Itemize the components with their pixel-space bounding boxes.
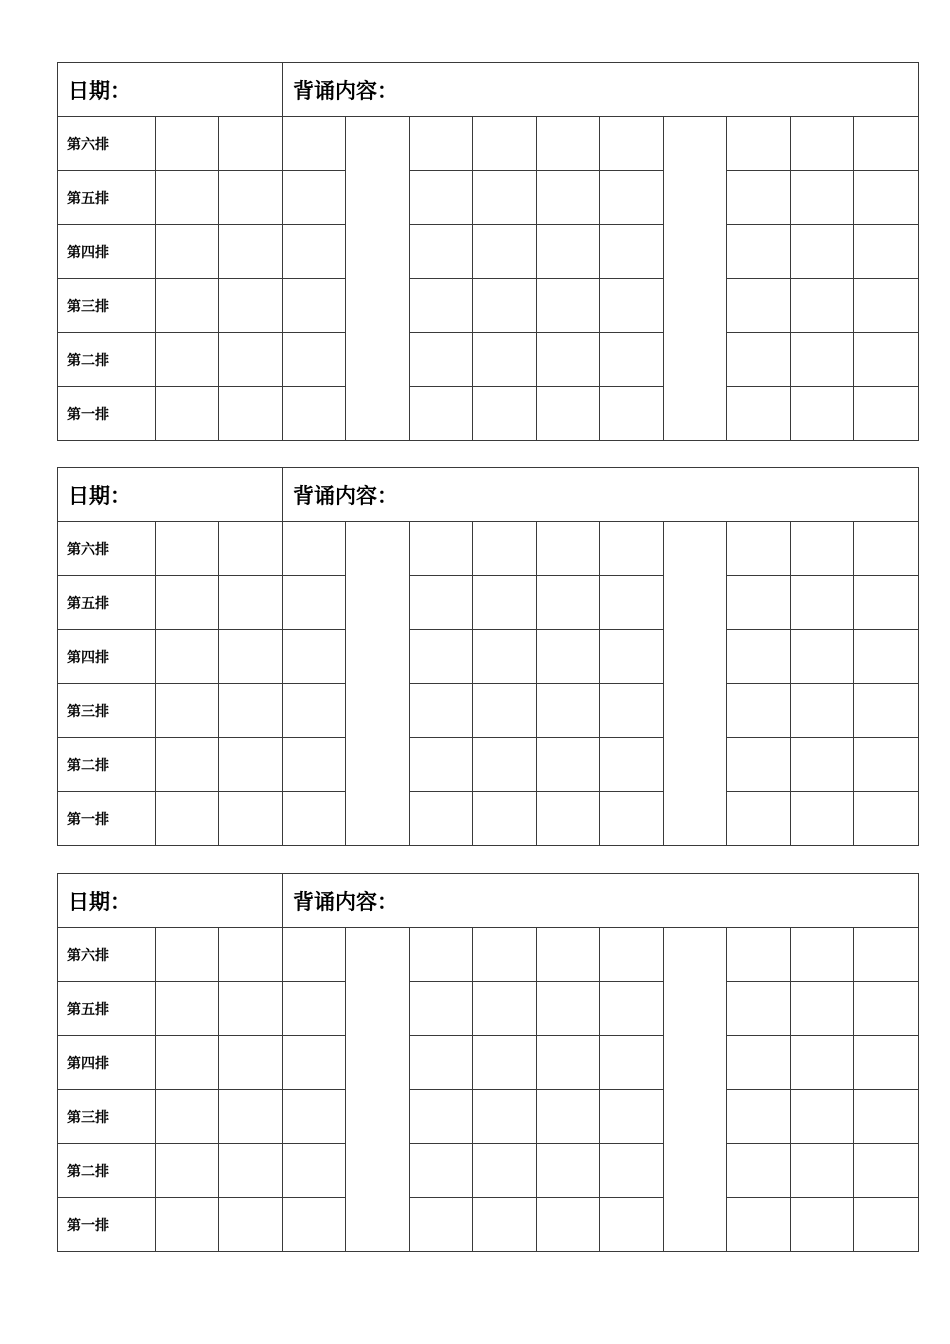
writing-cell bbox=[600, 1144, 664, 1198]
writing-cell bbox=[219, 1144, 283, 1198]
writing-cell bbox=[727, 738, 791, 792]
writing-cell bbox=[473, 225, 537, 279]
writing-cell bbox=[791, 279, 854, 333]
writing-cell bbox=[156, 792, 219, 846]
writing-cell bbox=[791, 982, 854, 1036]
writing-cell bbox=[854, 576, 919, 630]
writing-cell bbox=[600, 333, 664, 387]
writing-cell bbox=[537, 279, 600, 333]
writing-cell bbox=[537, 928, 600, 982]
writing-cell bbox=[219, 387, 283, 441]
writing-cell bbox=[283, 928, 346, 982]
writing-cell bbox=[156, 117, 219, 171]
writing-cell bbox=[600, 225, 664, 279]
writing-cell bbox=[537, 982, 600, 1036]
date-label: 日期： bbox=[58, 468, 283, 522]
writing-cell bbox=[537, 1036, 600, 1090]
writing-cell bbox=[854, 684, 919, 738]
row-label: 第三排 bbox=[58, 1090, 156, 1144]
writing-cell bbox=[410, 792, 473, 846]
recitation-sheet-2 bbox=[57, 467, 918, 846]
recitation-grid bbox=[57, 467, 919, 846]
row-label: 第一排 bbox=[58, 1198, 156, 1252]
writing-cell bbox=[854, 117, 919, 171]
date-label: 日期： bbox=[58, 874, 283, 928]
table-row bbox=[58, 982, 919, 1036]
writing-cell bbox=[283, 630, 346, 684]
writing-cell bbox=[410, 387, 473, 441]
writing-cell bbox=[219, 792, 283, 846]
writing-cell bbox=[854, 522, 919, 576]
writing-cell bbox=[283, 333, 346, 387]
writing-cell bbox=[791, 1036, 854, 1090]
writing-cell bbox=[219, 738, 283, 792]
writing-cell bbox=[600, 1198, 664, 1252]
writing-cell bbox=[537, 225, 600, 279]
writing-cell bbox=[600, 630, 664, 684]
writing-cell bbox=[537, 792, 600, 846]
row-label: 第五排 bbox=[58, 171, 156, 225]
row-label: 第六排 bbox=[58, 117, 156, 171]
row-label: 第五排 bbox=[58, 982, 156, 1036]
header-row bbox=[58, 468, 919, 522]
writing-cell bbox=[156, 1090, 219, 1144]
gap-column bbox=[346, 117, 410, 441]
writing-cell bbox=[283, 279, 346, 333]
writing-cell bbox=[473, 522, 537, 576]
writing-cell bbox=[283, 171, 346, 225]
writing-cell bbox=[600, 792, 664, 846]
writing-cell bbox=[473, 117, 537, 171]
content-label: 背诵内容： bbox=[283, 468, 919, 522]
writing-cell bbox=[537, 1144, 600, 1198]
header-row bbox=[58, 63, 919, 117]
writing-cell bbox=[537, 576, 600, 630]
writing-cell bbox=[219, 279, 283, 333]
writing-cell bbox=[283, 684, 346, 738]
writing-cell bbox=[156, 225, 219, 279]
writing-cell bbox=[537, 684, 600, 738]
writing-cell bbox=[410, 1144, 473, 1198]
writing-cell bbox=[854, 792, 919, 846]
writing-cell bbox=[600, 1036, 664, 1090]
writing-cell bbox=[537, 333, 600, 387]
row-label: 第五排 bbox=[58, 576, 156, 630]
writing-cell bbox=[473, 576, 537, 630]
writing-cell bbox=[727, 225, 791, 279]
writing-cell bbox=[156, 684, 219, 738]
writing-cell bbox=[791, 1144, 854, 1198]
writing-cell bbox=[791, 1090, 854, 1144]
writing-cell bbox=[219, 982, 283, 1036]
writing-cell bbox=[537, 387, 600, 441]
row-label: 第四排 bbox=[58, 1036, 156, 1090]
writing-cell bbox=[854, 1198, 919, 1252]
writing-cell bbox=[473, 684, 537, 738]
writing-cell bbox=[473, 928, 537, 982]
writing-cell bbox=[156, 171, 219, 225]
table-row bbox=[58, 279, 919, 333]
writing-cell bbox=[410, 1090, 473, 1144]
gap-column bbox=[664, 928, 727, 1252]
writing-cell bbox=[600, 928, 664, 982]
writing-cell bbox=[791, 1198, 854, 1252]
header-row bbox=[58, 874, 919, 928]
writing-cell bbox=[727, 387, 791, 441]
table-row bbox=[58, 117, 919, 171]
content-label: 背诵内容： bbox=[283, 63, 919, 117]
writing-cell bbox=[473, 387, 537, 441]
writing-cell bbox=[156, 387, 219, 441]
writing-cell bbox=[791, 576, 854, 630]
writing-cell bbox=[410, 522, 473, 576]
table-row bbox=[58, 1144, 919, 1198]
writing-cell bbox=[600, 982, 664, 1036]
writing-cell bbox=[283, 576, 346, 630]
writing-cell bbox=[156, 1198, 219, 1252]
writing-cell bbox=[156, 522, 219, 576]
writing-cell bbox=[156, 1036, 219, 1090]
writing-cell bbox=[600, 171, 664, 225]
writing-cell bbox=[283, 1198, 346, 1252]
writing-cell bbox=[410, 225, 473, 279]
writing-cell bbox=[791, 117, 854, 171]
writing-cell bbox=[283, 792, 346, 846]
table-row bbox=[58, 522, 919, 576]
writing-cell bbox=[791, 225, 854, 279]
writing-cell bbox=[283, 1144, 346, 1198]
writing-cell bbox=[283, 522, 346, 576]
writing-cell bbox=[473, 1144, 537, 1198]
writing-cell bbox=[156, 1144, 219, 1198]
writing-cell bbox=[727, 1090, 791, 1144]
writing-cell bbox=[283, 1036, 346, 1090]
table-row bbox=[58, 387, 919, 441]
writing-cell bbox=[410, 982, 473, 1036]
writing-cell bbox=[854, 333, 919, 387]
writing-cell bbox=[854, 982, 919, 1036]
writing-cell bbox=[473, 333, 537, 387]
row-label: 第三排 bbox=[58, 684, 156, 738]
writing-cell bbox=[219, 630, 283, 684]
row-label: 第二排 bbox=[58, 333, 156, 387]
writing-cell bbox=[727, 928, 791, 982]
writing-cell bbox=[600, 279, 664, 333]
row-label: 第三排 bbox=[58, 279, 156, 333]
recitation-sheet-3 bbox=[57, 873, 918, 1252]
writing-cell bbox=[410, 171, 473, 225]
writing-cell bbox=[156, 630, 219, 684]
writing-cell bbox=[283, 738, 346, 792]
writing-cell bbox=[473, 171, 537, 225]
writing-cell bbox=[791, 738, 854, 792]
writing-cell bbox=[473, 1198, 537, 1252]
writing-cell bbox=[727, 1144, 791, 1198]
writing-cell bbox=[219, 1198, 283, 1252]
writing-cell bbox=[156, 982, 219, 1036]
row-label: 第六排 bbox=[58, 522, 156, 576]
table-row bbox=[58, 225, 919, 279]
content-label: 背诵内容： bbox=[283, 874, 919, 928]
writing-cell bbox=[219, 225, 283, 279]
row-label: 第一排 bbox=[58, 387, 156, 441]
writing-cell bbox=[219, 1036, 283, 1090]
writing-cell bbox=[473, 1036, 537, 1090]
writing-cell bbox=[410, 117, 473, 171]
writing-cell bbox=[791, 630, 854, 684]
writing-cell bbox=[473, 630, 537, 684]
recitation-grid bbox=[57, 62, 919, 441]
writing-cell bbox=[727, 576, 791, 630]
writing-cell bbox=[854, 171, 919, 225]
writing-cell bbox=[219, 171, 283, 225]
writing-cell bbox=[537, 630, 600, 684]
writing-cell bbox=[219, 522, 283, 576]
gap-column bbox=[664, 522, 727, 846]
writing-cell bbox=[727, 1036, 791, 1090]
writing-cell bbox=[283, 982, 346, 1036]
table-row bbox=[58, 333, 919, 387]
gap-column bbox=[346, 522, 410, 846]
writing-cell bbox=[537, 738, 600, 792]
writing-cell bbox=[854, 738, 919, 792]
writing-cell bbox=[791, 333, 854, 387]
writing-cell bbox=[791, 928, 854, 982]
writing-cell bbox=[600, 576, 664, 630]
writing-cell bbox=[156, 333, 219, 387]
writing-cell bbox=[219, 928, 283, 982]
date-label: 日期： bbox=[58, 63, 283, 117]
writing-cell bbox=[727, 333, 791, 387]
writing-cell bbox=[854, 225, 919, 279]
writing-cell bbox=[410, 928, 473, 982]
writing-cell bbox=[537, 522, 600, 576]
row-label: 第二排 bbox=[58, 1144, 156, 1198]
writing-cell bbox=[727, 1198, 791, 1252]
writing-cell bbox=[219, 684, 283, 738]
writing-cell bbox=[410, 576, 473, 630]
recitation-grid bbox=[57, 873, 919, 1252]
writing-cell bbox=[156, 576, 219, 630]
recitation-sheet-1 bbox=[57, 62, 918, 441]
gap-column bbox=[664, 117, 727, 441]
table-row bbox=[58, 630, 919, 684]
table-row bbox=[58, 1090, 919, 1144]
writing-cell bbox=[791, 387, 854, 441]
writing-cell bbox=[727, 171, 791, 225]
writing-cell bbox=[283, 225, 346, 279]
writing-cell bbox=[600, 684, 664, 738]
writing-cell bbox=[473, 279, 537, 333]
writing-cell bbox=[854, 630, 919, 684]
writing-cell bbox=[537, 171, 600, 225]
writing-cell bbox=[410, 333, 473, 387]
writing-cell bbox=[156, 928, 219, 982]
writing-cell bbox=[473, 982, 537, 1036]
table-row bbox=[58, 928, 919, 982]
writing-cell bbox=[410, 1036, 473, 1090]
writing-cell bbox=[219, 1090, 283, 1144]
writing-cell bbox=[219, 576, 283, 630]
table-row bbox=[58, 792, 919, 846]
writing-cell bbox=[473, 738, 537, 792]
writing-cell bbox=[791, 522, 854, 576]
table-row bbox=[58, 1198, 919, 1252]
writing-cell bbox=[219, 117, 283, 171]
writing-cell bbox=[727, 684, 791, 738]
writing-cell bbox=[854, 279, 919, 333]
writing-cell bbox=[283, 117, 346, 171]
row-label: 第六排 bbox=[58, 928, 156, 982]
writing-cell bbox=[727, 117, 791, 171]
row-label: 第一排 bbox=[58, 792, 156, 846]
writing-cell bbox=[727, 630, 791, 684]
writing-cell bbox=[600, 738, 664, 792]
writing-cell bbox=[283, 387, 346, 441]
writing-cell bbox=[727, 279, 791, 333]
gap-column bbox=[346, 928, 410, 1252]
writing-cell bbox=[854, 928, 919, 982]
writing-cell bbox=[600, 522, 664, 576]
writing-cell bbox=[537, 117, 600, 171]
table-row bbox=[58, 1036, 919, 1090]
writing-cell bbox=[410, 630, 473, 684]
table-row bbox=[58, 738, 919, 792]
writing-cell bbox=[410, 738, 473, 792]
writing-cell bbox=[727, 522, 791, 576]
writing-cell bbox=[473, 792, 537, 846]
writing-cell bbox=[791, 684, 854, 738]
table-row bbox=[58, 171, 919, 225]
writing-cell bbox=[727, 982, 791, 1036]
writing-cell bbox=[156, 279, 219, 333]
row-label: 第四排 bbox=[58, 225, 156, 279]
writing-cell bbox=[854, 1036, 919, 1090]
writing-cell bbox=[156, 738, 219, 792]
writing-cell bbox=[219, 333, 283, 387]
writing-cell bbox=[854, 1090, 919, 1144]
writing-cell bbox=[854, 387, 919, 441]
writing-cell bbox=[410, 279, 473, 333]
writing-cell bbox=[727, 792, 791, 846]
writing-cell bbox=[854, 1144, 919, 1198]
writing-cell bbox=[537, 1090, 600, 1144]
writing-cell bbox=[600, 1090, 664, 1144]
row-label: 第四排 bbox=[58, 630, 156, 684]
writing-cell bbox=[410, 684, 473, 738]
row-label: 第二排 bbox=[58, 738, 156, 792]
writing-cell bbox=[410, 1198, 473, 1252]
table-row bbox=[58, 684, 919, 738]
writing-cell bbox=[537, 1198, 600, 1252]
writing-cell bbox=[600, 117, 664, 171]
table-row bbox=[58, 576, 919, 630]
writing-cell bbox=[600, 387, 664, 441]
writing-cell bbox=[283, 1090, 346, 1144]
writing-cell bbox=[791, 792, 854, 846]
writing-cell bbox=[473, 1090, 537, 1144]
writing-cell bbox=[791, 171, 854, 225]
